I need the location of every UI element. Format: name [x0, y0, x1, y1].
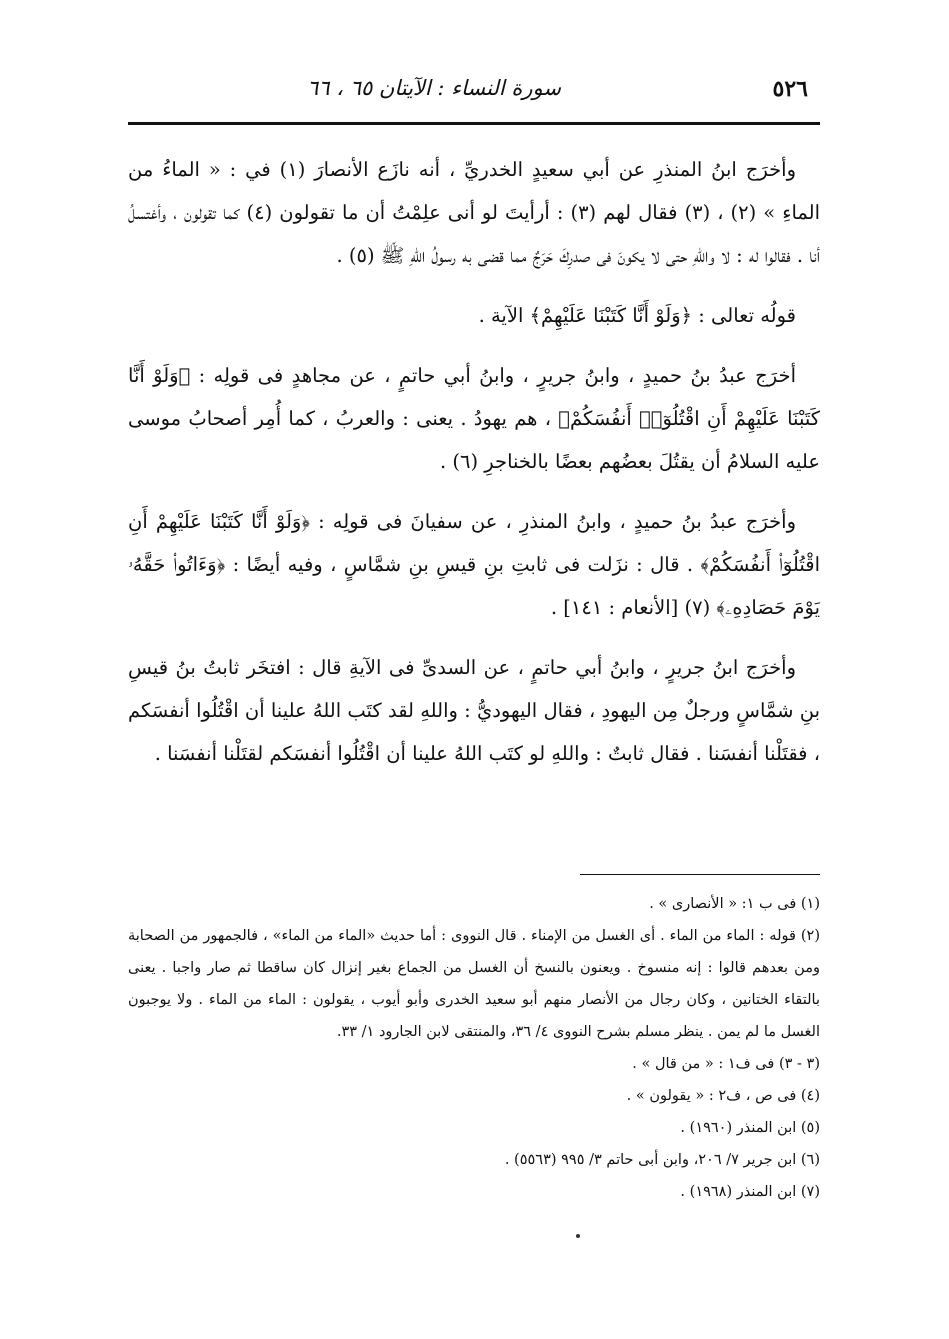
footnote-5: (٥) ابن المنذر (١٩٦٠) .: [680, 1120, 820, 1136]
page-number: ٥٢٦: [772, 76, 808, 102]
paragraph-3: أخرَج عبدُ بنُ حميدٍ ، وابنُ جريرٍ ، وابنُ أبي حاتمٍ ، عن مجاهدٍ فى قولِه : ﴿وَلَوْ أَنَّا كَتَبْنَا عَلَيْهِمْ أَنِ اقْتُلُوٓا۟ أَنفُسَكُمْ﴾ ، هم يهودُ . يعنى : والعربُ ، كما أُمِر أصحابُ موسى عليه السلامُ أن يقتُلَ بعضُهم بعضًا بالخناجرِ (٦) .: [128, 364, 820, 473]
paragraph-1: وأخرَج ابنُ المنذرِ عن أبي سعيدٍ الخدريِّ ، أنه نازَع الأنصارَ (١) في : « الماءُ من الماءِ » (٢) ، (٣) فقال لهم (٣) : أرأيتَ لو أنى علِمْتُ أن ما تقولون (٤) كما تقولون ، وأغتسلُ أنا . فقالوا له : لا واللهِ حتى لا يكونَ فى صدرِكَ حَرَجٌ مما قضى به رسولُ اللهِ ﷺ (٥) .: [128, 158, 821, 267]
footnote-7: (٧) ابن المنذر (١٩٦٨) .: [680, 1184, 820, 1200]
footnote-2: (٢) قوله : الماء من الماء . أى الغسل من الإمناء . قال النووى : أما حديث «الماء من الماء» ، فالجمهور من الصحابة ومن بعدهم قالوا : إنه منسوخ . ويعنون بالنسخ أن الغسل من الجماع بغير إنزال كان ساقطا ثم صار واجبا . يعنى بالتقاء الختانين ، وكان رجال من الأنصار منهم أبو سعيد الخدرى وأبو أيوب ، يقولون : الماء من الماء . ولا يوجبون الغسل ما لم يمن . ينظر مسلم بشرح النووى ٤/ ٣٦، والمنتقى لابن الجارود ١/ ٣٣.: [128, 928, 820, 1040]
footnote-6: (٦) ابن جرير ٧/ ٢٠٦، وابن أبى حاتم ٣/ ٩٩٥ (٥٥٦٣) .: [504, 1152, 820, 1168]
running-title: سورة النساء : الآيتان ٦٥ ، ٦٦: [306, 76, 562, 100]
paragraph-4: وأخرَج عبدُ بنُ حميدٍ ، وابنُ المنذرِ ، عن سفيانَ فى قولِه : ﴿وَلَوْ أَنَّا كَتَبْنَا عَلَيْهِمْ أَنِ اقْتُلُوٓا۟ أَنفُسَكُمْ﴾ . قال : نزَلت فى ثابتِ بنِ قيسِ بنِ شمَّاسٍ ، وفيه أيضًا : ﴿وَءَاتُوا۟ حَقَّهُۥ يَوْمَ حَصَادِهِۦ﴾ (٧) [الأنعام : ١٤١] .: [128, 510, 820, 619]
footnote-3: (٣ - ٣) فى ف١ : « من قال » .: [632, 1056, 820, 1072]
paragraph-2-verse-heading: قولُه تعالى : ﴿وَلَوْ أَنَّا كَتَبْنَا عَلَيْهِمْ﴾ الآية .: [478, 304, 796, 327]
page-speck: [576, 1234, 580, 1238]
book-page: [128, 70, 820, 1310]
paragraph-5: وأخرَج ابنُ جريرٍ ، وابنُ أبي حاتمٍ ، عن السدىِّ فى الآيةِ قال : افتخَر ثابتُ بنُ قيسِ بنِ شمَّاسٍ ورجلٌ مِن اليهودِ ، فقال اليهوديُّ : واللهِ لقد كتَب اللهُ علينا أن اقْتُلُوا أنفسَكم ، فقتَلْنا أنفسَنا . فقال ثابتٌ : واللهِ لو كتَب اللهُ علينا أن اقْتُلُوا أنفسَكم لقتَلْنا أنفسَنا .: [128, 656, 820, 765]
footnote-separator: [580, 874, 820, 875]
footnotes: [128, 888, 820, 1208]
footnote-1: (١) فى ب ١: « الأنصارى » .: [649, 896, 820, 912]
main-text: [128, 148, 820, 792]
header-rule: [128, 122, 820, 125]
footnote-4: (٤) فى ص ، ف٢ : « يقولون » .: [626, 1088, 820, 1104]
page-header: [128, 70, 820, 114]
